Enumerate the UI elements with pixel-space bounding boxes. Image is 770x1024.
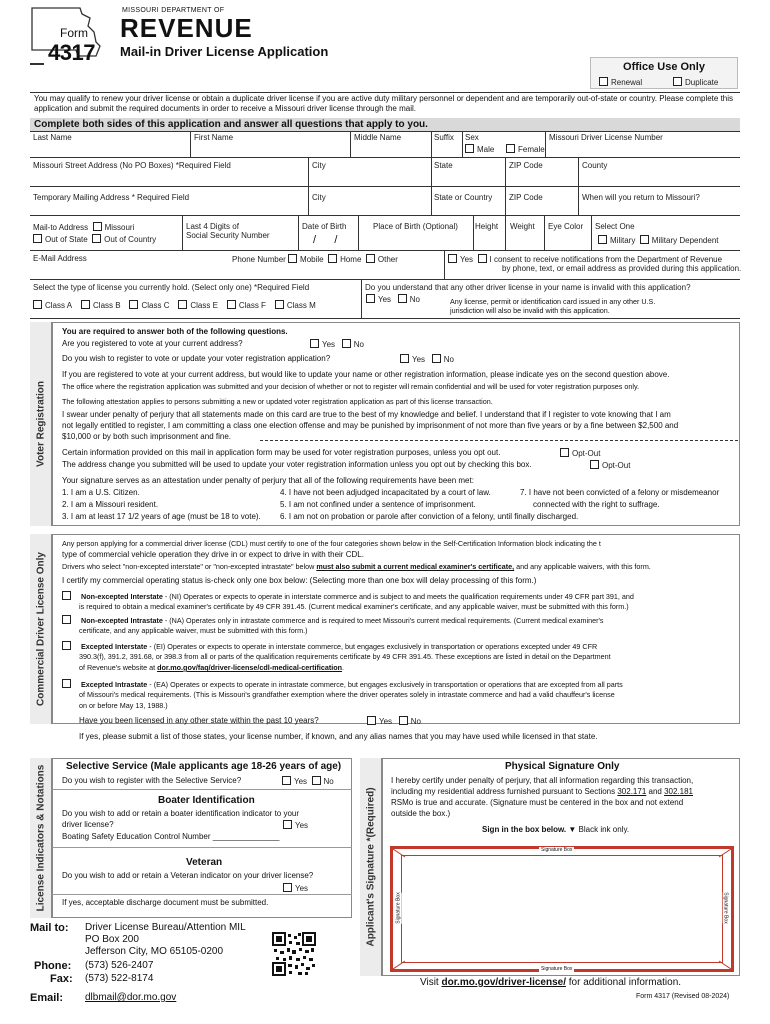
class-a-label: Class A — [45, 301, 73, 310]
q10-no-label: No — [410, 717, 421, 726]
ea-text-a: - (EA) Operates or expects to operate in intrastate commerce, but engages exclusively in transportation or operations that are excepted from all parts — [147, 680, 623, 689]
voter-p3: The following attestation applies to persons submitting a new or updated voter registration application as part of this license transaction. — [62, 397, 493, 406]
voter-p4a: I swear under penalty of perjury that all statements made on this card are true to the best of my knowledge and belief. I understand that if I register to vote knowing that I am — [62, 410, 671, 419]
other-label: Other — [377, 255, 398, 264]
optout-2-label: Opt-Out — [602, 461, 631, 470]
military-checkbox[interactable] — [598, 235, 607, 244]
last-name-label: Last Name — [33, 133, 72, 142]
form-revision: Form 4317 (Revised 08-2024) — [636, 993, 730, 1000]
duplicate-label: Duplicate — [685, 78, 719, 87]
ss-yes-label: Yes — [294, 777, 308, 786]
ni-title: Non-excepted Interstate — [81, 592, 163, 601]
weight-label: Weight — [510, 222, 535, 231]
mail-address: Driver License Bureau/Attention MIL PO Box 200 Jefferson City, MO 65105-0200 — [85, 922, 246, 957]
duplicate-checkbox[interactable] — [673, 77, 682, 86]
page-title: Mail-in Driver License Application — [120, 44, 329, 59]
req-4: 4. I have not been adjudged incapacitated by a court of law. — [280, 488, 491, 497]
na-title: Non-excepted Intrastate — [81, 616, 163, 625]
voter-p2: The office where the registration application was submitted and your decision of whether or not to register will remain confidential and will be used for voter registration purposes only. — [62, 382, 640, 391]
phone-label: Phone: — [34, 960, 72, 972]
form-word: Form — [60, 26, 88, 40]
cdl-p1a: Any person applying for a commercial driver license (CDL) must certify to one of the four categories shown below in the Self-Certification Information block indicating the t — [62, 539, 601, 548]
optout-1-label: Opt-Out — [572, 449, 601, 458]
ni-text-a: - (NI) Operates or expects to operate in interstate commerce and is subject to and meets the qualification requirements under 49 CFR part 391, and — [162, 592, 634, 601]
voter-q2-no-label: No — [443, 355, 454, 364]
section-302-181-link[interactable]: 302.181 — [664, 787, 693, 796]
mail-to-label: Mail to: — [30, 922, 69, 934]
consent-checkbox[interactable] — [478, 254, 487, 263]
missouri-checkbox[interactable] — [93, 222, 102, 231]
out-of-state-label: Out of State — [45, 235, 88, 244]
consent-text-a: I consent to receive notifications from the Department of Revenue — [489, 255, 723, 264]
indicators-side-tab: License Indicators & Notations — [30, 758, 52, 918]
state-label: State — [434, 161, 453, 170]
signature-cert-c: RSMo is true and accurate. (Signature must be centered in the box and not extend — [391, 798, 684, 807]
na-text-a: - (NA) Operates only in intrastate commerce and is required to meet Missouri's current medical requirements. (Current medical examiner's — [162, 616, 604, 625]
voter-registration-side-tab: Voter Registration — [30, 322, 52, 526]
na-text-b: certificate, and any applicable waiver, must be submitted with this form.) — [79, 626, 308, 635]
voter-q1: Are you registered to vote at your current address? — [62, 339, 243, 348]
boater-yes-label: Yes — [295, 821, 309, 830]
military-label: Military — [610, 236, 636, 245]
class-a-checkbox[interactable] — [33, 300, 42, 309]
signature-box-label-top: Signature Box — [541, 847, 573, 853]
voter-q1-yes-checkbox[interactable] — [310, 339, 319, 348]
ea-title: Excepted Intrastate — [81, 680, 148, 689]
signature-side-tab: Applicant's Signature *(Required) — [360, 758, 382, 976]
signature-box-label-left: Signature Box — [395, 892, 402, 924]
female-label: Female — [518, 145, 545, 154]
ea-text-c: on or before May 13, 1988.) — [79, 701, 168, 710]
pob-label: Place of Birth (Optional) — [373, 222, 458, 231]
suffix-label: Suffix — [434, 133, 454, 142]
ss-yes-checkbox[interactable] — [282, 776, 291, 785]
cdl-p1b: type of commercial vehicle operation they drive in or expect to drive in with their CDL. — [62, 550, 364, 559]
boater-yes-checkbox[interactable] — [283, 820, 292, 829]
eye-color-label: Eye Color — [548, 222, 584, 231]
agency-logo: REVENUE — [120, 13, 253, 43]
license-type-label: Select the type of license you currently hold. (Select only one) *Required Field — [33, 283, 310, 292]
understand-yes-checkbox[interactable] — [366, 294, 375, 303]
veteran-question: Do you wish to add or retain a Veteran indicator on your driver license? — [62, 871, 314, 880]
class-c-label: Class C — [141, 301, 170, 310]
select-one-label: Select One — [595, 222, 635, 231]
military-dependent-checkbox[interactable] — [640, 235, 649, 244]
ei-checkbox[interactable] — [62, 641, 71, 650]
class-m-label: Class M — [286, 301, 316, 310]
voter-p6: The address change you submitted will be used to update your voter registration information unless you opt out by checking this box. — [62, 460, 532, 469]
first-name-label: First Name — [194, 133, 234, 142]
temp-address-label: Temporary Mailing Address * Required Field — [33, 193, 190, 202]
phone-number: (573) 526-2407 — [85, 960, 154, 971]
ni-checkbox[interactable] — [62, 591, 71, 600]
missouri-label: Missouri — [104, 223, 135, 232]
boater-title: Boater Identification — [158, 795, 255, 806]
voter-p7: Your signature serves as an attestation under penalty of perjury that all of the following requirements have been met: — [62, 476, 474, 485]
class-f-label: Class F — [238, 301, 266, 310]
class-e-label: Class E — [190, 301, 218, 310]
understand-note-b: jurisdiction will also be invalid with this application. — [450, 306, 610, 315]
voter-p1: If you are registered to vote at your current address, but would like to update your name or other registration information, please indicate yes on the second question above. — [62, 370, 670, 379]
boater-question-b: driver license? — [62, 820, 114, 829]
ei-text-c: of Revenue's website at dor.mo.gov/faq/driver-license/cdl-medical-certification. — [79, 663, 345, 672]
instructions-heading: Complete both sides of this application and answer all questions that apply to you. — [34, 119, 428, 130]
understand-note-a: Any license, permit or identification card issued in any other U.S. — [450, 297, 656, 306]
signature-box[interactable] — [390, 846, 734, 972]
ss-no-checkbox[interactable] — [312, 776, 321, 785]
req-7a: 7. I have not been convicted of a felony or misdemeanor — [520, 488, 720, 497]
home-checkbox[interactable] — [328, 254, 337, 263]
req-6: 6. I am not on probation or parole after conviction of a felony, until finally discharged. — [280, 512, 579, 521]
class-c-checkbox[interactable] — [129, 300, 138, 309]
voter-q1-no-checkbox[interactable] — [342, 339, 351, 348]
ni-text-b: is required to obtain a medical examiner's certificate by 49 CFR 391.45. (Current medical examiner's certificate, and any applicable waiver, must be submitted with this form.) — [79, 602, 629, 611]
req-7b: connected with the right to suffrage. — [533, 500, 660, 509]
male-checkbox[interactable] — [465, 144, 474, 153]
driver-license-link[interactable]: dor.mo.gov/driver-license/ — [441, 977, 566, 988]
consent-yes-label: Yes — [460, 255, 474, 264]
out-of-country-label: Out of Country — [104, 235, 157, 244]
voter-q2: Do you wish to register to vote or update your voter registration application? — [62, 354, 331, 363]
out-of-country-checkbox[interactable] — [92, 234, 101, 243]
ei-text-a: - (EI) Operates or expects to operate in interstate commerce, but engages exclusively in transportation or operations excepted under 49 CFR — [147, 642, 598, 651]
req-3: 3. I am at least 17 1/2 years of age (must be 18 to vote). — [62, 512, 261, 521]
other-checkbox[interactable] — [366, 254, 375, 263]
class-f-checkbox[interactable] — [227, 300, 236, 309]
office-use-title: Office Use Only — [623, 61, 705, 73]
street-label: Missouri Street Address (No PO Boxes) *Required Field — [33, 161, 231, 170]
fax-label: Fax: — [50, 973, 73, 985]
signature-box-label-right: Signature Box — [722, 892, 729, 924]
signature-title: Physical Signature Only — [505, 761, 620, 772]
req-5: 5. I am not confined under a sentence of imprisonment. — [280, 500, 476, 509]
voter-p4c: $10,000 or by both such imprisonment and fine. — [62, 432, 231, 441]
out-of-state-checkbox[interactable] — [33, 234, 42, 243]
q10-yes-checkbox[interactable] — [367, 716, 376, 725]
phone-label: Phone Number — [232, 255, 286, 264]
sex-label: Sex — [465, 133, 479, 142]
middle-name-label: Middle Name — [354, 133, 402, 142]
class-b-label: Class B — [93, 301, 121, 310]
city2-label: City — [312, 193, 326, 202]
cdl-side-tab: Commercial Driver License Only — [30, 534, 52, 724]
veteran-note: If yes, acceptable discharge document must be submitted. — [62, 898, 269, 907]
veteran-yes-label: Yes — [295, 884, 309, 893]
understand-no-checkbox[interactable] — [398, 294, 407, 303]
renewal-checkbox[interactable] — [599, 77, 608, 86]
ssn-label-a: Last 4 Digits of — [186, 222, 239, 231]
req-2: 2. I am a Missouri resident. — [62, 500, 159, 509]
agency-top: MISSOURI DEPARTMENT OF — [122, 7, 225, 14]
state-country-label: State or Country — [434, 193, 493, 202]
mailto-label: Mail-to Address — [33, 223, 89, 232]
signature-cert-d: outside the box.) — [391, 809, 451, 818]
section-302-171-link[interactable]: 302.171 — [617, 787, 647, 796]
cdl-p2: Drivers who select "non-excepted interstate" or "non-excepted intrastate" below must also submit a current medical examiner's certificate, and any applicable waivers, with this form. — [62, 562, 651, 571]
voter-p4b: not legally entitled to register, I am committing a class one election offense and may be punished by imprisonment of not more than five years or by a fine between $2,500 and — [62, 421, 679, 430]
ssn-label-b: Social Security Number — [186, 231, 270, 240]
email-link[interactable]: dlbmail@dor.mo.gov — [85, 992, 177, 1003]
understand-yes-label: Yes — [378, 295, 392, 304]
consent-yes-checkbox[interactable] — [448, 254, 457, 263]
ei-title: Excepted Interstate — [81, 642, 148, 651]
dob-slashes: / / — [313, 234, 338, 246]
consent-text-b: by phone, text, or email address as provided during this application. — [502, 264, 742, 273]
dob-label: Date of Birth — [302, 222, 347, 231]
boater-question-a: Do you wish to add or retain a boater identification indicator to your — [62, 809, 300, 818]
ea-checkbox[interactable] — [62, 679, 71, 688]
na-checkbox[interactable] — [62, 615, 71, 624]
height-label: Height — [475, 222, 499, 231]
cdl-q10: Have you been licensed in any other state within the past 10 years? — [79, 716, 319, 725]
voter-q1-no-label: No — [353, 340, 364, 349]
q10-yes-label: Yes — [379, 717, 393, 726]
office-use-box — [590, 57, 738, 89]
mobile-checkbox[interactable] — [288, 254, 297, 263]
voter-q2-yes-label: Yes — [412, 355, 426, 364]
class-e-checkbox[interactable] — [178, 300, 187, 309]
cdl-p-last: If yes, please submit a list of those states, your license number, if known, and any alias names that you may have used while licensed in that state. — [79, 732, 598, 741]
form-number: 4317 — [48, 40, 95, 65]
ei-link[interactable]: dor.mo.gov/faq/driver-license/cdl-medical-certification — [157, 663, 343, 672]
email-label: E-Mail Address — [33, 254, 87, 263]
ea-text-b: of Missouri's medical requirements. (This is Missouri's grandfather exemption where the driver operates solely in intrastate commerce and had a valid chauffeur's license — [79, 690, 615, 699]
veteran-title: Veteran — [186, 857, 223, 868]
county-label: County — [582, 161, 608, 170]
understand-question: Do you understand that any other driver license in your name is invalid with this application? — [365, 283, 691, 292]
qr-code-icon[interactable] — [272, 932, 316, 976]
optout-1-checkbox[interactable] — [560, 448, 569, 457]
veteran-yes-checkbox[interactable] — [283, 883, 292, 892]
cdl-p3: I certify my commercial operating status is-check only one box below: (Selecting more than one box will delay processing of this form.) — [62, 576, 537, 585]
q10-no-checkbox[interactable] — [399, 716, 408, 725]
ss-no-label: No — [323, 777, 334, 786]
understand-no-label: No — [409, 295, 420, 304]
voter-q1-yes-label: Yes — [322, 340, 336, 349]
optout-2-checkbox[interactable] — [590, 460, 599, 469]
signature-box-label-bottom: Signature Box — [541, 966, 573, 972]
mobile-label: Mobile — [300, 255, 324, 264]
zip2-label: ZIP Code — [509, 193, 543, 202]
zip-label: ZIP Code — [509, 161, 543, 170]
ss-question: Do you wish to register with the Selective Service? — [62, 776, 242, 785]
visit-text: Visit dor.mo.gov/driver-license/ for additional information. — [420, 977, 682, 988]
home-label: Home — [340, 255, 362, 264]
ei-text-b: 390.3(f), 391.2, 391.68, or 398.3 from all or parts of the qualification requirements certificate by 49 CFR 391.45. These exceptions are listed in detail on the Department — [79, 652, 611, 661]
signature-cert-a: I hereby certify under penalty of perjury, that all information regarding this transaction, — [391, 776, 694, 785]
voter-q2-yes-checkbox[interactable] — [400, 354, 409, 363]
class-b-checkbox[interactable] — [81, 300, 90, 309]
return-date-label: When will you return to Missouri? — [582, 193, 700, 202]
mo-dl-number-label: Missouri Driver License Number — [549, 133, 663, 142]
female-checkbox[interactable] — [506, 144, 515, 153]
sign-instructions: Sign in the box below. ▼ Black ink only. — [482, 825, 630, 834]
intro-text: You may qualify to renew your driver license or obtain a duplicate driver license if you are active duty military personnel or dependent and are temporarily out-of-state or country. Please complete this application and submit the required documents in order to receive a Missouri driver license through the mail. — [34, 94, 734, 113]
email-label-footer: Email: — [30, 992, 64, 1004]
city-label: City — [312, 161, 326, 170]
req-1: 1. I am a U.S. Citizen. — [62, 488, 140, 497]
voter-q2-no-checkbox[interactable] — [432, 354, 441, 363]
military-dependent-label: Military Dependent — [651, 236, 719, 245]
boater-control-number: Boating Safety Education Control Number _______________ — [62, 832, 280, 841]
signature-cert-b: including my residential address furnished pursuant to Sections 302.171 and 302.181 — [391, 787, 693, 796]
ss-title: Selective Service (Male applicants age 18-26 years of age) — [66, 761, 342, 772]
fax-number: (573) 522-8174 — [85, 973, 154, 984]
voter-p5: Certain information provided on this mail in application form may be used for voter registration purposes, unless you opt out. — [62, 448, 501, 457]
renewal-label: Renewal — [611, 78, 643, 87]
class-m-checkbox[interactable] — [275, 300, 284, 309]
voter-heading: You are required to answer both of the following questions. — [62, 327, 288, 336]
male-label: Male — [477, 145, 495, 154]
